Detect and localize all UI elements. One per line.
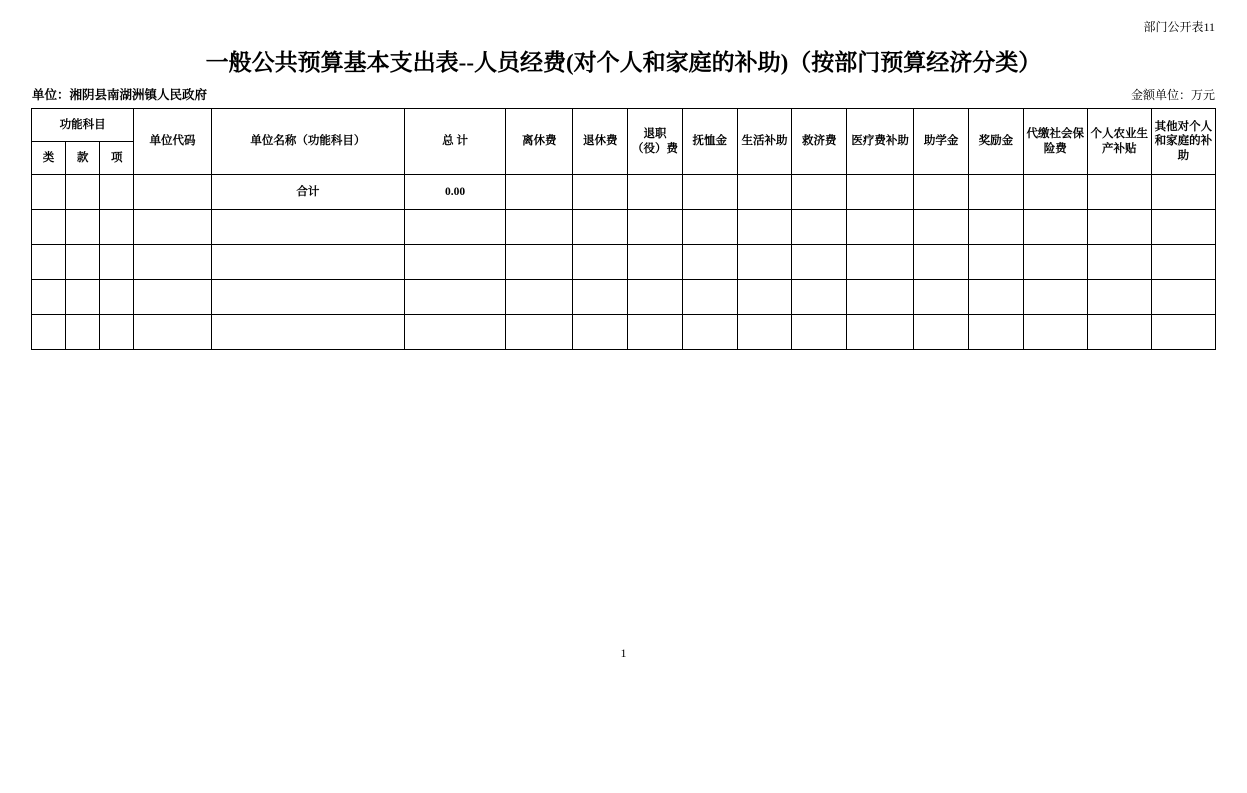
cell-retire-li <box>506 175 573 210</box>
cell-award <box>968 245 1023 280</box>
cell-kuan <box>66 175 100 210</box>
cell-scholarship <box>914 315 969 350</box>
cell-lei <box>32 315 66 350</box>
cell-living-subsidy <box>737 280 792 315</box>
cell-agri-subsidy <box>1087 175 1151 210</box>
header-living-subsidy: 生活补助 <box>737 109 792 175</box>
table-row <box>32 315 1216 350</box>
cell-medical-subsidy <box>847 175 914 210</box>
header-agri-subsidy: 个人农业生产补贴 <box>1087 109 1151 175</box>
header-medical-subsidy: 医疗费补助 <box>847 109 914 175</box>
cell-kuan <box>66 210 100 245</box>
cell-retire-li <box>506 210 573 245</box>
cell-total <box>404 280 505 315</box>
cell-pension <box>682 210 737 245</box>
cell-award <box>968 175 1023 210</box>
table-row <box>32 245 1216 280</box>
header-resign-fee: 退职（役）费 <box>628 109 683 175</box>
cell-lei <box>32 280 66 315</box>
cell-pension <box>682 315 737 350</box>
cell-relief-fee <box>792 280 847 315</box>
cell-unit-code <box>134 210 211 245</box>
cell-unit-name <box>211 210 404 245</box>
cell-social-insurance <box>1023 280 1087 315</box>
cell-pension <box>682 245 737 280</box>
cell-social-insurance <box>1023 175 1087 210</box>
header-retire-li: 离休费 <box>506 109 573 175</box>
cell-total <box>404 245 505 280</box>
cell-retire-li <box>506 315 573 350</box>
budget-table <box>31 108 1216 350</box>
amount-unit-label: 金额单位：万元 <box>1130 88 1215 102</box>
table-row <box>32 210 1216 245</box>
cell-retire-tui <box>573 210 628 245</box>
cell-retire-tui <box>573 280 628 315</box>
cell-retire-tui <box>573 245 628 280</box>
cell-social-insurance <box>1023 315 1087 350</box>
header-unit-name: 单位名称（功能科目） <box>211 109 404 175</box>
cell-social-insurance <box>1023 210 1087 245</box>
cell-medical-subsidy <box>847 245 914 280</box>
form-code-label: 部门公开表11 <box>1143 20 1215 34</box>
cell-other-subsidy <box>1151 210 1215 245</box>
cell-pension <box>682 280 737 315</box>
cell-total <box>404 210 505 245</box>
cell-scholarship <box>914 280 969 315</box>
cell-resign-fee <box>628 210 683 245</box>
cell-medical-subsidy <box>847 280 914 315</box>
cell-kuan <box>66 315 100 350</box>
cell-agri-subsidy <box>1087 245 1151 280</box>
cell-xiang <box>100 245 134 280</box>
cell-total: 0.00 <box>404 175 505 210</box>
cell-pension <box>682 175 737 210</box>
cell-agri-subsidy <box>1087 280 1151 315</box>
cell-other-subsidy <box>1151 175 1215 210</box>
cell-other-subsidy <box>1151 315 1215 350</box>
cell-relief-fee <box>792 245 847 280</box>
cell-lei <box>32 210 66 245</box>
cell-resign-fee <box>628 280 683 315</box>
cell-unit-name <box>211 280 404 315</box>
cell-unit-code <box>134 175 211 210</box>
cell-medical-subsidy <box>847 210 914 245</box>
cell-resign-fee <box>628 245 683 280</box>
table-row <box>32 280 1216 315</box>
cell-social-insurance <box>1023 245 1087 280</box>
cell-xiang <box>100 210 134 245</box>
cell-retire-li <box>506 245 573 280</box>
cell-kuan <box>66 280 100 315</box>
header-xiang: 项 <box>100 142 134 175</box>
cell-medical-subsidy <box>847 315 914 350</box>
header-total: 总 计 <box>404 109 505 175</box>
header-relief-fee: 救济费 <box>792 109 847 175</box>
cell-lei <box>32 245 66 280</box>
header-function-subject: 功能科目 <box>32 109 134 142</box>
header-kuan: 款 <box>66 142 100 175</box>
cell-retire-li <box>506 280 573 315</box>
table-body <box>32 175 1216 350</box>
cell-total <box>404 315 505 350</box>
cell-award <box>968 280 1023 315</box>
unit-name-label: 单位：湘阴县南湖洲镇人民政府 <box>32 88 208 102</box>
cell-unit-code <box>134 280 211 315</box>
header-social-insurance: 代缴社会保险费 <box>1023 109 1087 175</box>
cell-relief-fee <box>792 210 847 245</box>
cell-unit-name <box>211 245 404 280</box>
table-header-row-1 <box>32 109 1216 142</box>
cell-xiang <box>100 280 134 315</box>
cell-kuan <box>66 245 100 280</box>
cell-other-subsidy <box>1151 280 1215 315</box>
cell-retire-tui <box>573 315 628 350</box>
header-other-subsidy: 其他对个人和家庭的补助 <box>1151 109 1215 175</box>
cell-unit-name: 合计 <box>211 175 404 210</box>
header-award: 奖励金 <box>968 109 1023 175</box>
cell-xiang <box>100 315 134 350</box>
cell-relief-fee <box>792 175 847 210</box>
cell-lei <box>32 175 66 210</box>
cell-retire-tui <box>573 175 628 210</box>
cell-scholarship <box>914 210 969 245</box>
cell-unit-code <box>134 245 211 280</box>
cell-award <box>968 315 1023 350</box>
page-title: 一般公共预算基本支出表--人员经费(对个人和家庭的补助)（按部门预算经济分类） <box>205 50 1042 75</box>
cell-relief-fee <box>792 315 847 350</box>
cell-living-subsidy <box>737 210 792 245</box>
cell-award <box>968 210 1023 245</box>
cell-living-subsidy <box>737 315 792 350</box>
header-scholarship: 助学金 <box>914 109 969 175</box>
cell-resign-fee <box>628 315 683 350</box>
cell-living-subsidy <box>737 175 792 210</box>
page-number: 1 <box>620 646 627 660</box>
cell-scholarship <box>914 245 969 280</box>
cell-unit-code <box>134 315 211 350</box>
cell-other-subsidy <box>1151 245 1215 280</box>
cell-scholarship <box>914 175 969 210</box>
header-unit-code: 单位代码 <box>134 109 211 175</box>
cell-unit-name <box>211 315 404 350</box>
table-row <box>32 175 1216 210</box>
header-retire-tui: 退休费 <box>573 109 628 175</box>
cell-resign-fee <box>628 175 683 210</box>
cell-xiang <box>100 175 134 210</box>
cell-agri-subsidy <box>1087 210 1151 245</box>
header-lei: 类 <box>32 142 66 175</box>
header-pension: 抚恤金 <box>682 109 737 175</box>
cell-agri-subsidy <box>1087 315 1151 350</box>
cell-living-subsidy <box>737 245 792 280</box>
